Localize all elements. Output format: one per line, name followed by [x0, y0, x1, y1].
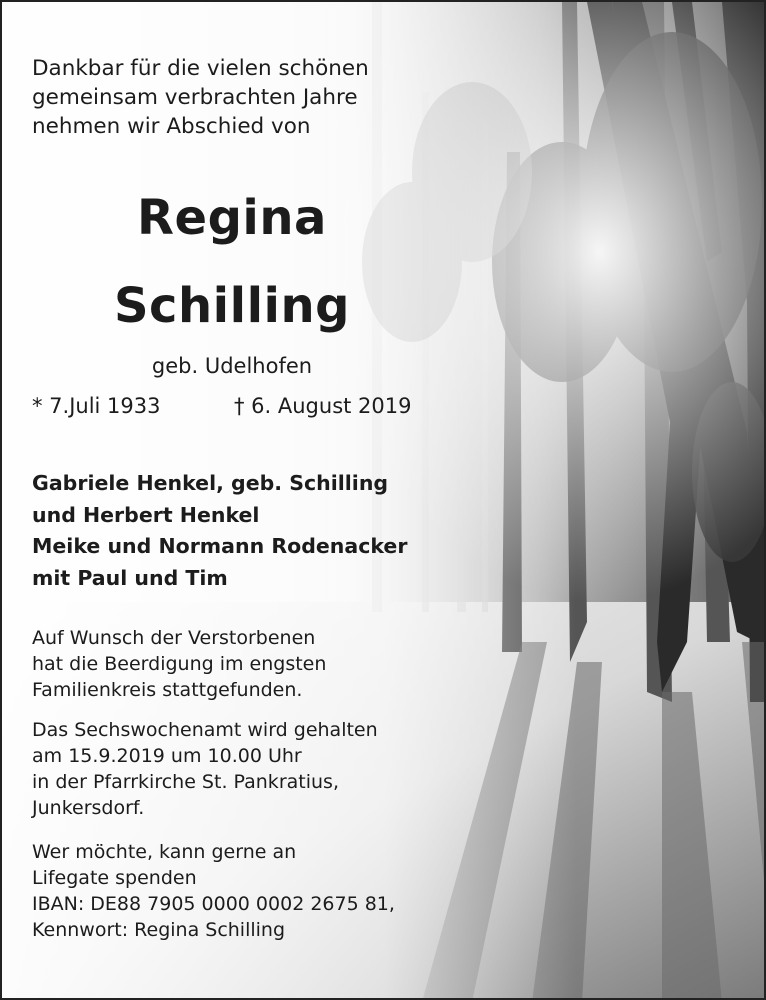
intro-line: Dankbar für die vielen schönen	[32, 56, 369, 81]
birth-name: geb. Udelhofen	[151, 354, 313, 378]
intro-line: gemeinsam verbrachten Jahre	[32, 85, 358, 110]
burial-notice	[32, 625, 326, 703]
mourner-line: mit Paul und Tim	[32, 565, 228, 590]
notice-line: Auf Wunsch der Verstorbenen	[32, 627, 316, 649]
mourner-line: Gabriele Henkel, geb. Schilling	[32, 471, 389, 495]
intro-text	[32, 54, 412, 141]
notice-line: in der Pfarrkirche St. Pankratius,	[32, 771, 339, 793]
notice-line: Das Sechswochenamt wird gehalten	[32, 719, 378, 741]
notice-line: Junkersdorf.	[32, 797, 145, 819]
birth-date: * 7.Juli 1933	[32, 394, 161, 418]
notice-line: Familienkreis stattgefunden.	[32, 679, 303, 701]
death-date: † 6. August 2019	[234, 394, 412, 418]
notice-line: Wer möchte, kann gerne an	[32, 841, 297, 863]
notice-line: hat die Beerdigung im engsten	[32, 653, 327, 675]
donation-notice	[32, 839, 395, 943]
service-notice	[32, 717, 378, 821]
notice-line: Kennwort: Regina Schilling	[32, 919, 286, 941]
deceased-last-name: Schilling	[113, 278, 351, 334]
notice-line: am 15.9.2019 um 10.00 Uhr	[32, 745, 302, 767]
intro-line: nehmen wir Abschied von	[32, 114, 311, 139]
deceased-first-name: Regina	[137, 190, 327, 246]
notice-line: Lifegate spenden	[32, 867, 197, 889]
mourners-list	[32, 468, 407, 594]
iban-line: IBAN: DE88 7905 0000 0002 2675 81,	[32, 893, 395, 915]
mourner-line: Meike und Normann Rodenacker	[32, 534, 408, 558]
mourner-line: und Herbert Henkel	[32, 502, 260, 527]
